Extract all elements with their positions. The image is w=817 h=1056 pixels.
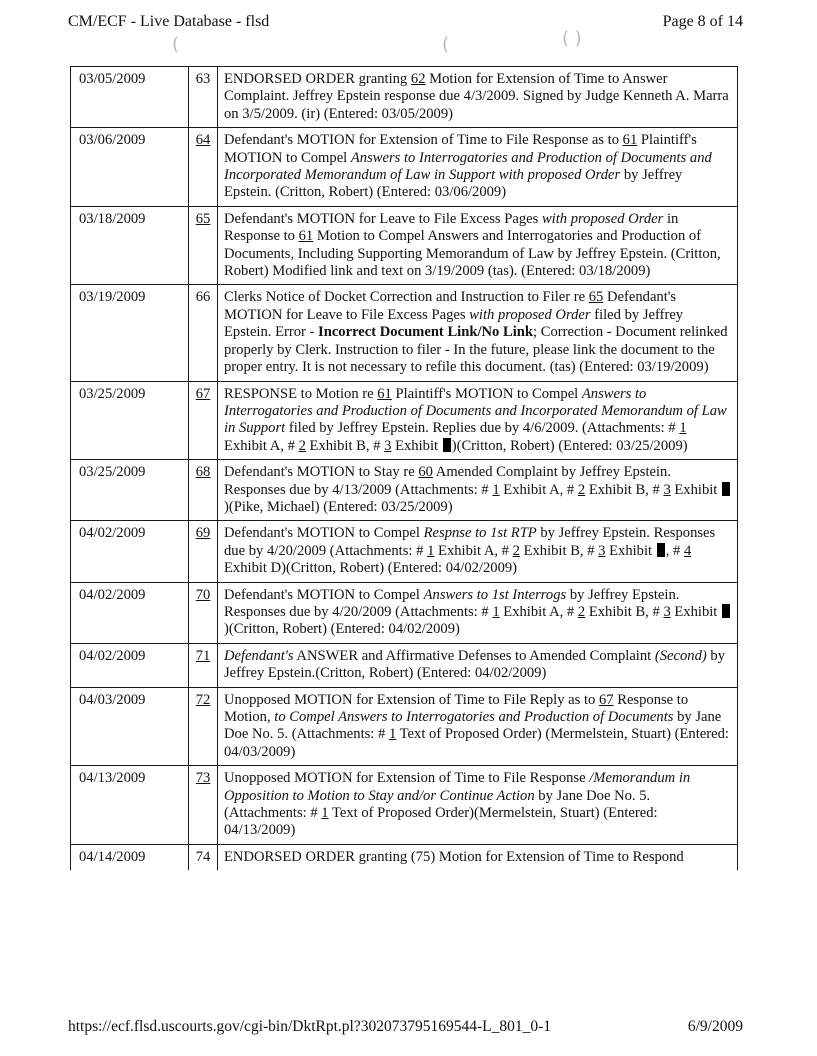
attachment-link[interactable]: 3 bbox=[598, 542, 606, 559]
footer-url: https://ecf.flsd.uscourts.gov/cgi-bin/DktRpt.pl?302073795169544-L_801_0-1 bbox=[68, 1018, 552, 1035]
attachment-link[interactable]: 2 bbox=[577, 481, 586, 498]
attachment-link[interactable]: 1 bbox=[679, 420, 687, 437]
docket-entry bbox=[71, 521, 738, 582]
entry-date: 04/03/2009 bbox=[71, 687, 189, 766]
docket-entry bbox=[71, 460, 738, 521]
doc-link[interactable]: 67 bbox=[598, 691, 614, 708]
entry-text: Unopposed MOTION for Extension of Time to File Response /Memorandum in Opposition to Motion to Stay and/or Continue Action by Jane Doe No. 5. (Attachments: # 1 Text of Proposed Order)(Mermelstein, Stuart) (Entered: 04/13/2009) bbox=[218, 766, 738, 845]
entry-text: Defendant's MOTION to Stay re 60 Amended Complaint by Jeffrey Epstein. Responses due by 4/13/2009 (Attachments: # 1 Exhibit A, # 2 Exhibit B, # 3 Exhibit )(Pike, Michael) (Entered: 03/25/2009) bbox=[218, 460, 738, 521]
redaction-block bbox=[722, 604, 730, 618]
attachment-link[interactable]: 2 bbox=[577, 603, 586, 620]
entry-text: ENDORSED ORDER granting 62 Motion for Extension of Time to Answer Complaint. Jeffrey Epstein response due 4/3/2009. Signed by Judge Kenneth A. Marra on 3/5/2009. (ir) (Entered: 03/05/2009) bbox=[218, 67, 738, 128]
docket-entry bbox=[71, 687, 738, 766]
redaction-block bbox=[657, 543, 665, 557]
entry-number[interactable]: 65 bbox=[189, 206, 218, 285]
entry-number: 66 bbox=[189, 285, 218, 381]
entry-number[interactable]: 72 bbox=[189, 687, 218, 766]
doc-link[interactable]: 61 bbox=[298, 228, 314, 245]
entry-date: 04/14/2009 bbox=[71, 844, 189, 870]
docket-entry bbox=[71, 643, 738, 687]
docket-entry bbox=[71, 285, 738, 381]
attachment-link[interactable]: 1 bbox=[427, 542, 435, 559]
redaction-block bbox=[443, 438, 451, 452]
entry-date: 03/06/2009 bbox=[71, 128, 189, 207]
entry-number[interactable]: 70 bbox=[189, 582, 218, 643]
entry-date: 04/02/2009 bbox=[71, 643, 189, 687]
scan-mark-icon: ( bbox=[172, 34, 180, 55]
redaction-block bbox=[722, 482, 730, 496]
entry-text: Defendant's MOTION for Leave to File Excess Pages with proposed Order in Response to 61 Motion to Compel Answers and Interrogatories and Production of Documents, Including Supporting Memorandum of Law by Jeffrey Epstein. (Critton, Robert) Modified link and text on 3/19/2009 (tas). (Entered: 03/18/2009) bbox=[218, 206, 738, 285]
page-number: Page 8 of 14 bbox=[662, 13, 743, 30]
docket-entry bbox=[71, 766, 738, 845]
entry-date: 04/02/2009 bbox=[71, 521, 189, 582]
entry-date: 04/13/2009 bbox=[71, 766, 189, 845]
scan-mark-icon: ( ) bbox=[562, 28, 582, 49]
docket-entry bbox=[71, 67, 738, 128]
entry-text: Defendant's MOTION to Compel Answers to 1st Interrogs by Jeffrey Epstein. Responses due by 4/20/2009 (Attachments: # 1 Exhibit A, # 2 Exhibit B, # 3 Exhibit )(Critton, Robert) (Entered: 04/02/2009) bbox=[218, 582, 738, 643]
entry-number[interactable]: 68 bbox=[189, 460, 218, 521]
page-header-title: CM/ECF - Live Database - flsd bbox=[68, 13, 270, 30]
attachment-link[interactable]: 3 bbox=[384, 437, 392, 454]
footer-date: 6/9/2009 bbox=[687, 1018, 743, 1035]
attachment-link[interactable]: 1 bbox=[321, 805, 329, 822]
entry-text: Defendant's MOTION to Compel Respnse to 1st RTP by Jeffrey Epstein. Responses due by 4/20/2009 (Attachments: # 1 Exhibit A, # 2 Exhibit B, # 3 Exhibit , # 4 Exhibit D)(Critton, Robert) (Entered: 04/02/2009) bbox=[218, 521, 738, 582]
docket-table bbox=[70, 66, 738, 870]
entry-number[interactable]: 67 bbox=[189, 381, 218, 460]
entry-text: RESPONSE to Motion re 61 Plaintiff's MOTION to Compel Answers to Interrogatories and Production of Documents and Incorporated Memorandum of Law in Support filed by Jeffrey Epstein. Replies due by 4/6/2009. (Attachments: # 1 Exhibit A, # 2 Exhibit B, # 3 Exhibit )(Critton, Robert) (Entered: 03/25/2009) bbox=[218, 381, 738, 460]
docket-entry bbox=[71, 381, 738, 460]
doc-link[interactable]: 60 bbox=[418, 464, 433, 481]
docket-entry bbox=[71, 206, 738, 285]
entry-number[interactable]: 64 bbox=[189, 128, 218, 207]
doc-link[interactable]: 62 bbox=[410, 71, 426, 87]
entry-text: Defendant's ANSWER and Affirmative Defenses to Amended Complaint (Second) by Jeffrey Epstein.(Critton, Robert) (Entered: 04/02/2009) bbox=[218, 643, 738, 687]
entry-date: 03/25/2009 bbox=[71, 460, 189, 521]
entry-text: Defendant's MOTION for Extension of Time to File Response as to 61 Plaintiff's MOTION to Compel Answers to Interrogatories and Production of Documents and Incorporated Memorandum of Law in Support with proposed Order by Jeffrey Epstein. (Critton, Robert) (Entered: 03/06/2009) bbox=[218, 128, 738, 207]
entry-date: 03/05/2009 bbox=[71, 67, 189, 128]
doc-link[interactable]: 61 bbox=[622, 132, 638, 149]
entry-text: Clerks Notice of Docket Correction and Instruction to Filer re 65 Defendant's MOTION for Leave to File Excess Pages with proposed Order filed by Jeffrey Epstein. Error - Incorrect Document Link/No Link; Correction - Document relinked properly by Clerk. Instruction to filer - In the future, please link the document to the proper entry. It is not necessary to refile this document. (tas) (Entered: 03/19/2009) bbox=[218, 285, 738, 381]
attachment-link[interactable]: 1 bbox=[492, 481, 500, 498]
docket-entry bbox=[71, 582, 738, 643]
entry-number[interactable]: 73 bbox=[189, 766, 218, 845]
attachment-link[interactable]: 1 bbox=[388, 726, 397, 743]
entry-date: 03/25/2009 bbox=[71, 381, 189, 460]
attachment-link[interactable]: 3 bbox=[663, 603, 671, 620]
entry-date: 03/19/2009 bbox=[71, 285, 189, 381]
entry-date: 04/02/2009 bbox=[71, 582, 189, 643]
attachment-link[interactable]: 4 bbox=[684, 542, 692, 559]
entry-number[interactable]: 71 bbox=[189, 643, 218, 687]
entry-number: 63 bbox=[189, 67, 218, 128]
attachment-link[interactable]: 2 bbox=[298, 437, 306, 454]
attachment-link[interactable]: 2 bbox=[512, 542, 520, 559]
doc-link[interactable]: 65 bbox=[588, 289, 604, 306]
docket-entry bbox=[71, 128, 738, 207]
entry-date: 03/18/2009 bbox=[71, 206, 189, 285]
scan-mark-icon: ( bbox=[442, 34, 450, 55]
attachment-link[interactable]: 3 bbox=[663, 481, 671, 498]
attachment-link[interactable]: 1 bbox=[492, 603, 500, 620]
doc-link[interactable]: 61 bbox=[377, 385, 392, 402]
entry-number[interactable]: 69 bbox=[189, 521, 218, 582]
entry-number: 74 bbox=[189, 844, 218, 870]
docket-entry bbox=[71, 844, 738, 870]
entry-text: Unopposed MOTION for Extension of Time to File Reply as to 67 Response to Motion, to Compel Answers to Interrogatories and Production of Documents by Jane Doe No. 5. (Attachments: # 1 Text of Proposed Order) (Mermelstein, Stuart) (Entered: 04/03/2009) bbox=[218, 687, 738, 766]
entry-text: ENDORSED ORDER granting (75) Motion for Extension of Time to Respond bbox=[218, 844, 738, 870]
